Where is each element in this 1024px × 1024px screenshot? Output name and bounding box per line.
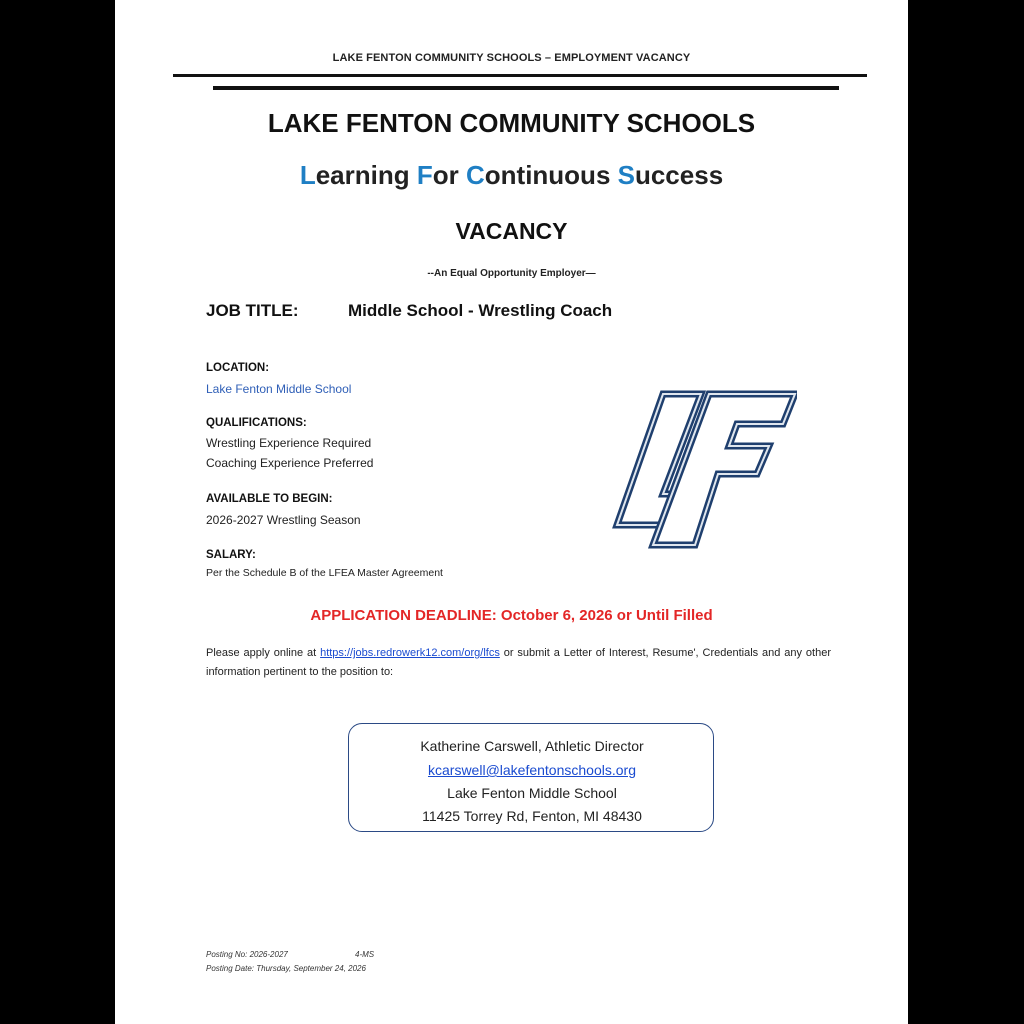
salary-value: Per the Schedule B of the LFEA Master Agreement (206, 567, 443, 579)
qualification-item: Coaching Experience Preferred (206, 456, 374, 470)
motto-c-rest: ontinuous (484, 160, 618, 190)
motto-f: F (416, 160, 433, 190)
apply-text-after: or submit a Letter of Interest, Resume', Credentials and any other information pertinent to the position to: (206, 647, 832, 678)
header-rule-2 (213, 86, 839, 90)
location-value: Lake Fenton Middle School (206, 382, 352, 396)
motto-f-rest: or (432, 160, 466, 190)
apply-instructions (206, 644, 831, 682)
application-deadline: APPLICATION DEADLINE: October 6, 2026 or Until Filled (310, 607, 713, 624)
contact-email-link[interactable]: kcarswell@lakefentonschools.org (428, 762, 636, 778)
apply-link[interactable]: https://jobs.redrowerk12.com/org/lfcs (320, 647, 500, 659)
posting-number: Posting No: 2026-2027 (206, 950, 288, 959)
contact-school: Lake Fenton Middle School (447, 785, 617, 801)
apply-text-before: Please apply online at (206, 647, 321, 659)
page-header: LAKE FENTON COMMUNITY SCHOOLS – EMPLOYMENT VACANCY (332, 52, 691, 64)
header-rule (173, 74, 867, 77)
contact-address: 11425 Torrey Rd, Fenton, MI 48430 (422, 808, 642, 824)
motto (115, 160, 908, 191)
lf-logo (605, 390, 797, 550)
posting-code: 4-MS (355, 950, 375, 959)
equal-opportunity-line: --An Equal Opportunity Employer— (427, 268, 596, 279)
location-label: LOCATION: (206, 362, 270, 374)
job-title-value: Middle School - Wrestling Coach (348, 301, 613, 320)
motto-s-rest: uccess (634, 160, 724, 190)
contact-name: Katherine Carswell, Athletic Director (420, 738, 644, 754)
contact-box (348, 723, 714, 832)
document-title: LAKE FENTON COMMUNITY SCHOOLS (267, 108, 756, 138)
vacancy-heading: VACANCY (455, 218, 568, 244)
available-value: 2026-2027 Wrestling Season (206, 513, 361, 527)
available-label: AVAILABLE TO BEGIN: (206, 493, 333, 505)
motto-l-rest: earning (315, 160, 417, 190)
motto-s: S (617, 160, 635, 190)
motto-l: L (299, 160, 316, 190)
motto-c: C (465, 160, 485, 190)
posting-date: Posting Date: Thursday, September 24, 2026 (206, 964, 366, 973)
qualifications-label: QUALIFICATIONS: (206, 417, 307, 429)
salary-label: SALARY: (206, 549, 256, 561)
qualification-item: Wrestling Experience Required (206, 436, 372, 450)
document-page (115, 0, 908, 1024)
job-title-label: JOB TITLE: (206, 301, 299, 320)
